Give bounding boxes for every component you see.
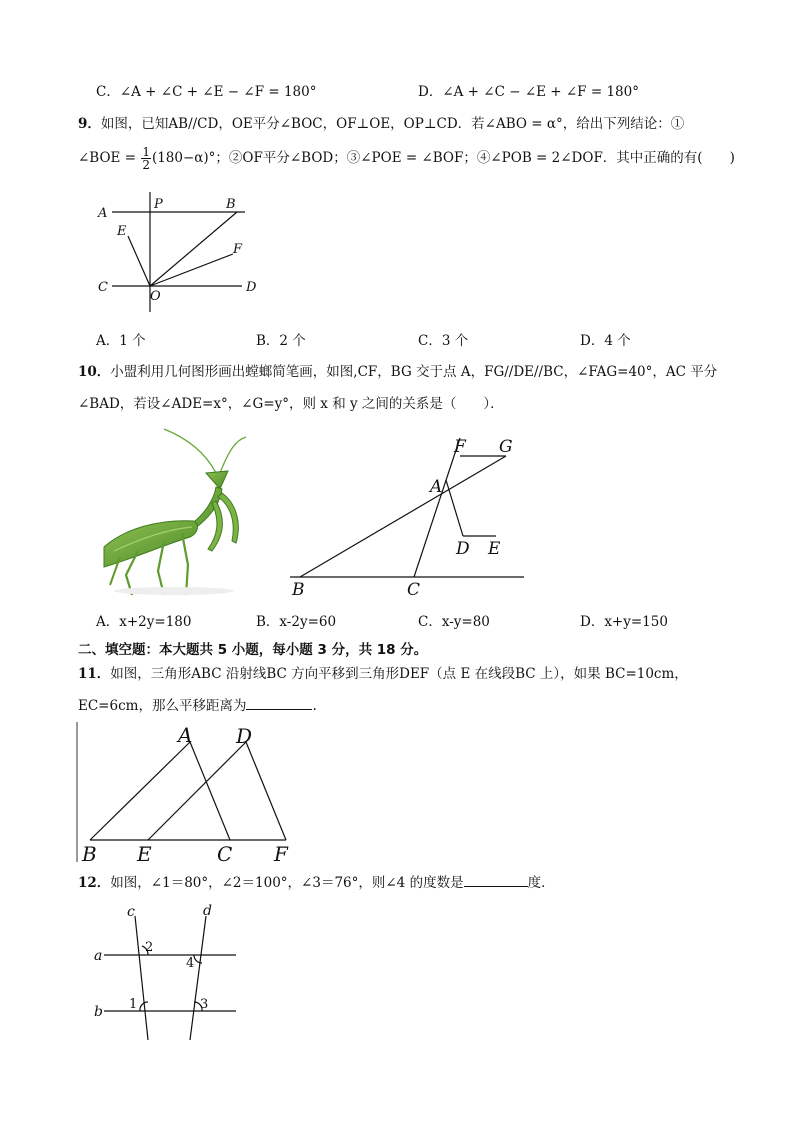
- q10-option-c: C．x-y=80: [418, 614, 490, 630]
- q9-text-line2-prefix: ∠BOE =: [78, 150, 137, 166]
- q11-line2: [78, 695, 317, 716]
- q12-label-c: c: [127, 904, 135, 920]
- q12-label-d: d: [203, 903, 212, 919]
- q10-option-b: B．x-2y=60: [256, 614, 337, 630]
- q11-label-e: E: [137, 842, 152, 866]
- q9-label-f: F: [233, 242, 243, 257]
- q10-line-cf: [414, 438, 460, 577]
- q9-line2: [78, 146, 735, 171]
- q11-text-line2-prefix: EC=6cm，那么平移距离为: [78, 698, 247, 714]
- q10-label-b: B: [292, 580, 305, 600]
- q11-line1: [78, 664, 688, 684]
- q11-label-c: C: [217, 842, 233, 866]
- q11-label-d: D: [236, 724, 253, 748]
- q9-label-d: D: [246, 280, 257, 295]
- q9-label-o: O: [150, 289, 161, 304]
- q12-label-2: 2: [145, 940, 154, 955]
- q8-option-c: C．∠A + ∠C + ∠E − ∠F = 180°: [96, 84, 317, 100]
- q11-text-line1: 如图，三角形ABC 沿射线BC 方向平移到三角形DEF（点 E 在线段BC 上），如果 BC=10cm，: [110, 666, 688, 682]
- q12-label-3: 3: [200, 997, 209, 1012]
- q9-number: 9．: [78, 116, 101, 132]
- q9-text-line1: 如图，已知AB//CD，OE平分∠BOC，OF⊥OE，OP⊥CD．若∠ABO = α°，给出下列结论：①: [100, 116, 685, 132]
- q9-line-of: [150, 254, 233, 286]
- q10-text-line1: 小盟利用几何图形画出螳螂简笔画，如图,CF，BG 交于点 A，FG//DE//BC，∠FAG=40°，AC 平分: [110, 364, 718, 380]
- q9-line-oe: [128, 236, 150, 286]
- q9-label-c: C: [98, 280, 108, 295]
- q10-label-g: G: [499, 437, 513, 457]
- mantis-image: [104, 425, 246, 595]
- q11-figure: [76, 722, 298, 866]
- q10-text-line2: ∠BAD，若设∠ADE=x°，∠G=y°，则 x 和 y 之间的关系是（ ）．: [78, 396, 504, 412]
- q10-option-d: D．x+y=150: [580, 614, 668, 630]
- q10-label-d: D: [456, 539, 470, 559]
- q12-label-a: a: [94, 948, 103, 964]
- q10-line1: [78, 362, 717, 382]
- q12-label-b: b: [94, 1004, 103, 1020]
- q10-number: 10．: [78, 364, 111, 380]
- q9-option-d: D．4 个: [580, 333, 631, 349]
- q8-option-d: D．∠A + ∠C − ∠E + ∠F = 180°: [418, 84, 639, 100]
- q11-label-b: B: [82, 842, 97, 866]
- q12-number: 12．: [78, 875, 111, 891]
- q10-line-ad: [446, 480, 463, 536]
- q10-line-bg: [300, 456, 506, 577]
- q9-line-ob: [150, 212, 237, 286]
- q9-option-c: C．3 个: [418, 333, 469, 349]
- q10-label-e: E: [488, 539, 501, 559]
- q12-figure: [90, 900, 250, 1040]
- q10-option-a: A．x+2y=180: [96, 614, 192, 630]
- q11-text-line2-suffix: .: [312, 698, 317, 714]
- q9-line1: [78, 114, 684, 134]
- q10-label-c: C: [407, 580, 421, 600]
- section-fill-in-title: 二、填空题：本大题共 5 小题，每小题 3 分，共 18 分。: [78, 642, 428, 658]
- q9-figure: [90, 190, 270, 320]
- q10-label-a: A: [430, 477, 443, 497]
- q9-option-a: A．1 个: [96, 333, 146, 349]
- q9-fraction: $\frac{1}{2}$: [142, 145, 150, 172]
- q12-answer-blank[interactable]: [464, 872, 528, 887]
- q10-figure: [280, 430, 530, 600]
- q12-text-suffix: 度．: [527, 875, 555, 891]
- q12-line: [78, 872, 555, 893]
- q11-label-f: F: [274, 842, 288, 866]
- q9-option-b: B．2 个: [256, 333, 306, 349]
- q11-number: 11．: [78, 666, 111, 682]
- q9-label-a: A: [98, 206, 108, 221]
- q12-line-c: [135, 916, 148, 1040]
- q11-label-a: A: [178, 723, 193, 747]
- q9-label-b: B: [226, 197, 236, 212]
- q12-label-1: 1: [129, 997, 138, 1012]
- q12-text-prefix: 如图，∠1＝80°，∠2＝100°，∠3＝76°，则∠4 的度数是: [110, 875, 464, 891]
- q9-text-line2-suffix: (180−α)°；②OF平分∠BOD；③∠POE = ∠BOF；④∠POB = 2∠DOF．其中正确的有( ): [151, 150, 735, 166]
- q11-answer-blank[interactable]: [246, 695, 312, 710]
- q9-label-e: E: [117, 224, 127, 239]
- q12-line-d: [190, 916, 209, 1040]
- q12-label-4: 4: [186, 956, 195, 971]
- q9-label-p: P: [154, 197, 163, 212]
- q10-label-f: F: [454, 437, 466, 457]
